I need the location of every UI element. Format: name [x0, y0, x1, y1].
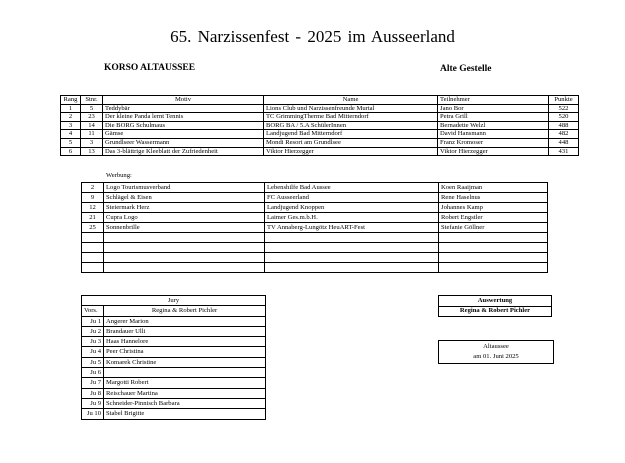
- auswertung-title-row: [439, 296, 552, 307]
- startnummer-cell: 23: [81, 113, 103, 122]
- table-row: [82, 326, 266, 336]
- jury-name-cell: Haas Hannelore: [104, 337, 266, 347]
- jury-name-cell: [104, 368, 266, 378]
- motiv-cell: Das 3-blättrige Kleeblatt der Zufriedenheit: [103, 147, 264, 156]
- rang-cell: 3: [61, 121, 81, 130]
- rang-cell: 2: [61, 113, 81, 122]
- page-title: 65. Narzissenfest - 2025 im Ausseerland: [170, 27, 455, 46]
- werbung-number-cell: [82, 233, 104, 243]
- werbung-number-cell: 9: [82, 193, 104, 203]
- motiv-cell: Gämse: [103, 130, 264, 139]
- werbung-motiv-cell: [104, 233, 265, 243]
- punkte-cell: 520: [549, 113, 579, 122]
- werbung-name-cell: [265, 253, 439, 263]
- header-teilnehmer: Teilnehmer: [438, 96, 549, 105]
- table-row: [82, 388, 266, 398]
- rang-cell: 1: [61, 104, 81, 113]
- rang-cell: 5: [61, 138, 81, 147]
- punkte-cell: 448: [549, 138, 579, 147]
- name-cell: Viktor Hierzegger: [264, 147, 438, 156]
- werbung-teilnehmer-cell: Stefanie Göllner: [439, 223, 548, 233]
- jury-code-cell: Ju 5: [82, 357, 104, 367]
- table-row: [82, 398, 266, 408]
- table-row: [82, 316, 266, 326]
- teilnehmer-cell: Franz Kromoser: [438, 138, 549, 147]
- werbung-name-cell: TV Annaberg-Lungötz HeuART-Fest: [265, 223, 439, 233]
- werbung-motiv-cell: Sonnenbrille: [104, 223, 265, 233]
- werbung-motiv-cell: [104, 243, 265, 253]
- werbung-motiv-cell: [104, 253, 265, 263]
- table-row: [82, 213, 548, 223]
- werbung-motiv-cell: Schlägel & Eisen: [104, 193, 265, 203]
- table-row-empty: [82, 233, 548, 243]
- werbung-number-cell: 2: [82, 183, 104, 193]
- jury-name-cell: Brandauer Ulli: [104, 326, 266, 336]
- werbung-teilnehmer-cell: [439, 243, 548, 253]
- motiv-cell: Die BORG Schulmaus: [103, 121, 264, 130]
- place-date: am 01. Juni 2025: [473, 353, 519, 360]
- jury-name-cell: Stabel Brigitte: [104, 409, 266, 419]
- table-row: [61, 121, 579, 130]
- teilnehmer-cell: David Hansmann: [438, 130, 549, 139]
- werbung-teilnehmer-cell: [439, 233, 548, 243]
- jury-vors-name: Regina & Robert Pichler: [104, 306, 266, 316]
- jury-name-cell: Reischauer Martina: [104, 388, 266, 398]
- werbung-label: Werbung:: [106, 172, 132, 179]
- werbung-name-cell: FC Ausseerland: [265, 193, 439, 203]
- startnummer-cell: 3: [81, 138, 103, 147]
- auswertung-title: Auswertung: [439, 296, 552, 307]
- header-startnummer: Stnr.: [81, 96, 103, 105]
- jury-code-cell: Ju 9: [82, 398, 104, 408]
- place-date-box: [438, 340, 554, 364]
- table-row: [82, 337, 266, 347]
- werbung-teilnehmer-cell: Koen Raaijman: [439, 183, 548, 193]
- teilnehmer-cell: Viktor Hierzegger: [438, 147, 549, 156]
- table-row: [61, 113, 579, 122]
- ranking-table: [60, 95, 579, 156]
- motiv-cell: Grundlseer Wassermann: [103, 138, 264, 147]
- name-cell: BORG BA / 5.A SchülerInnen: [264, 121, 438, 130]
- werbung-motiv-cell: [104, 263, 265, 273]
- punkte-cell: 431: [549, 147, 579, 156]
- werbung-number-cell: 21: [82, 213, 104, 223]
- startnummer-cell: 5: [81, 104, 103, 113]
- punkte-cell: 522: [549, 104, 579, 113]
- werbung-name-cell: [265, 263, 439, 273]
- motiv-cell: Der kleine Panda lernt Tennis: [103, 113, 264, 122]
- werbung-number-cell: 25: [82, 223, 104, 233]
- werbung-number-cell: 12: [82, 203, 104, 213]
- rang-cell: 4: [61, 130, 81, 139]
- table-row: [61, 104, 579, 113]
- werbung-teilnehmer-cell: Robert Engstler: [439, 213, 548, 223]
- name-cell: TC GrimmingTherme Bad Mitterndorf: [264, 113, 438, 122]
- ranking-header-row: [61, 96, 579, 105]
- werbung-name-cell: [265, 233, 439, 243]
- name-cell: Lions Club und Narzissenfreunde Murtal: [264, 104, 438, 113]
- punkte-cell: 482: [549, 130, 579, 139]
- jury-name-cell: Komarek Christine: [104, 357, 266, 367]
- jury-name-cell: Peer Christina: [104, 347, 266, 357]
- werbung-teilnehmer-cell: [439, 253, 548, 263]
- table-row: [82, 357, 266, 367]
- motiv-cell: Teddybär: [103, 104, 264, 113]
- werbung-name-cell: Landjugend Knoppen: [265, 203, 439, 213]
- jury-code-cell: Ju 8: [82, 388, 104, 398]
- header-motiv: Motiv: [103, 96, 264, 105]
- header-rang: Rang: [61, 96, 81, 105]
- jury-code-cell: Ju 2: [82, 326, 104, 336]
- table-row-empty: [82, 263, 548, 273]
- werbung-motiv-cell: Cupra Logo: [104, 213, 265, 223]
- teilnehmer-cell: Bernadette Welzl: [438, 121, 549, 130]
- jury-title-row: [82, 296, 266, 306]
- table-row: [82, 368, 266, 378]
- jury-title: Jury: [82, 296, 266, 306]
- header-punkte: Punkte: [549, 96, 579, 105]
- werbung-number-cell: [82, 253, 104, 263]
- place-town: Altaussee: [483, 343, 509, 350]
- name-cell: Mondi Resort am Grundlsee: [264, 138, 438, 147]
- table-row: [61, 130, 579, 139]
- category-label: Alte Gestelle: [440, 64, 492, 74]
- table-row-empty: [82, 253, 548, 263]
- table-row: [82, 193, 548, 203]
- table-row: [61, 147, 579, 156]
- jury-code-cell: Ju 4: [82, 347, 104, 357]
- table-row: [61, 138, 579, 147]
- werbung-teilnehmer-cell: Rene Haselnus: [439, 193, 548, 203]
- jury-code-cell: Ju 10: [82, 409, 104, 419]
- werbung-teilnehmer-cell: Johannes Kamp: [439, 203, 548, 213]
- werbung-number-cell: [82, 263, 104, 273]
- jury-code-cell: Ju 3: [82, 337, 104, 347]
- auswertung-name-row: [439, 306, 552, 317]
- werbung-motiv-cell: Steiermark Herz: [104, 203, 265, 213]
- jury-code-cell: Ju 6: [82, 368, 104, 378]
- table-row: [82, 223, 548, 233]
- punkte-cell: 488: [549, 121, 579, 130]
- table-row: [82, 409, 266, 419]
- table-row: [82, 183, 548, 193]
- startnummer-cell: 11: [81, 130, 103, 139]
- table-row: [82, 347, 266, 357]
- jury-code-cell: Ju 1: [82, 316, 104, 326]
- jury-name-cell: Margotti Robert: [104, 378, 266, 388]
- werbung-motiv-cell: Logo Tourismusverband: [104, 183, 265, 193]
- jury-vors-row: [82, 306, 266, 316]
- table-row-empty: [82, 243, 548, 253]
- startnummer-cell: 14: [81, 121, 103, 130]
- auswertung-name: Regina & Robert Pichler: [439, 306, 552, 317]
- korso-label: KORSO ALTAUSSEE: [104, 63, 196, 73]
- werbung-table: [81, 182, 548, 273]
- startnummer-cell: 13: [81, 147, 103, 156]
- table-row: [82, 203, 548, 213]
- teilnehmer-cell: Jano Bor: [438, 104, 549, 113]
- name-cell: Landjugend Bad Mitterndorf: [264, 130, 438, 139]
- werbung-name-cell: Lebenshilfe Bad Aussee: [265, 183, 439, 193]
- jury-vors-label: Vors.: [82, 306, 104, 316]
- werbung-teilnehmer-cell: [439, 263, 548, 273]
- header-name: Name: [264, 96, 438, 105]
- rang-cell: 6: [61, 147, 81, 156]
- werbung-name-cell: [265, 243, 439, 253]
- table-row: [82, 378, 266, 388]
- teilnehmer-cell: Petra Grill: [438, 113, 549, 122]
- auswertung-box: [438, 295, 552, 317]
- jury-name-cell: Angerer Marion: [104, 316, 266, 326]
- werbung-number-cell: [82, 243, 104, 253]
- jury-name-cell: Schneider-Pinnisch Barbara: [104, 398, 266, 408]
- jury-code-cell: Ju 7: [82, 378, 104, 388]
- jury-table: [81, 295, 266, 420]
- werbung-name-cell: Laimer Ges.m.b.H.: [265, 213, 439, 223]
